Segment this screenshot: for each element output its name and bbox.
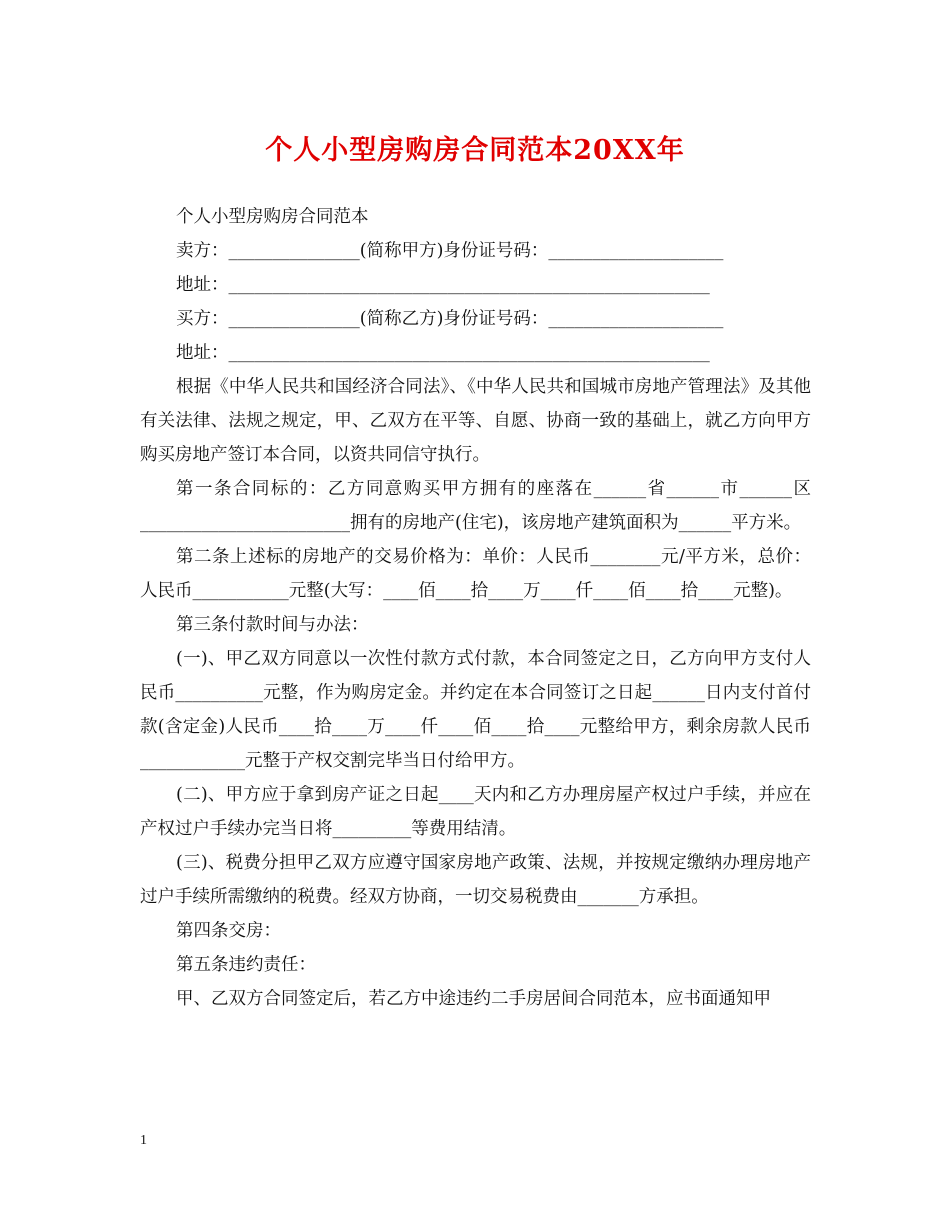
paragraph-article-3-item-2: (二)、甲方应于拿到房产证之日起____天内和乙方办理房屋产权过户手续，并应在产权过户手续办完当日将_________等费用结清。	[140, 785, 811, 839]
paragraph-article-5-text: 甲、乙双方合同签定后，若乙方中途违约二手房居间合同范本，应书面通知甲	[176, 989, 771, 1009]
page-number: 1	[140, 1133, 147, 1148]
paragraph-preamble: 根据《中华人民共和国经济合同法》、《中华人民共和国城市房地产管理法》及其他有关法律、法规之规定，甲、乙双方在平等、自愿、协商一致的基础上，就乙方向甲方购买房地产签订本合同，以资共同信守执行。	[140, 377, 811, 465]
paragraph-article-3-item-3: (三)、税费分担甲乙双方应遵守国家房地产政策、法规，并按规定缴纳办理房地产过户手续所需缴纳的税费。经双方协商，一切交易税费由_______方承担。	[140, 853, 811, 907]
paragraph-article-2: 第二条上述标的房地产的交易价格为：单价：人民币________元/平方米，总价：人民币___________元整(大写：____佰____拾____万____仟____佰____拾____元整)。	[140, 547, 811, 601]
paragraph-article-3: 第三条付款时间与办法：	[176, 615, 369, 635]
paragraph-subtitle: 个人小型房购房合同范本	[176, 207, 369, 227]
document-title: 个人小型房购房合同范本20XX年	[265, 135, 685, 166]
paragraph-buyer: 买方：_______________(简称乙方)身份证号码：____________________	[176, 309, 724, 329]
paragraph-buyer-address: 地址：_______________________________________________________	[176, 343, 710, 363]
paragraph-seller: 卖方：_______________(简称甲方)身份证号码：____________________	[176, 241, 724, 261]
paragraph-article-5: 第五条违约责任：	[176, 955, 316, 975]
paragraph-article-1: 第一条合同标的：乙方同意购买甲方拥有的座落在______省______市______区________________________拥有的房地产(住宅)，该房地产建筑面积为______平方米。	[140, 479, 811, 533]
paragraph-seller-address: 地址：_______________________________________________________	[176, 275, 710, 295]
paragraph-article-4: 第四条交房：	[176, 921, 281, 941]
document-body	[140, 200, 811, 1016]
paragraph-article-3-item-1: (一)、甲乙双方同意以一次性付款方式付款，本合同签定之日，乙方向甲方支付人民币__________元整，作为购房定金。并约定在本合同签订之日起______日内支付首付款(含定金)人民币____拾____万____仟____佰____拾____元整给甲方，剩余房款人民币____________元整于产权交割完毕当日付给甲方。	[140, 649, 811, 771]
